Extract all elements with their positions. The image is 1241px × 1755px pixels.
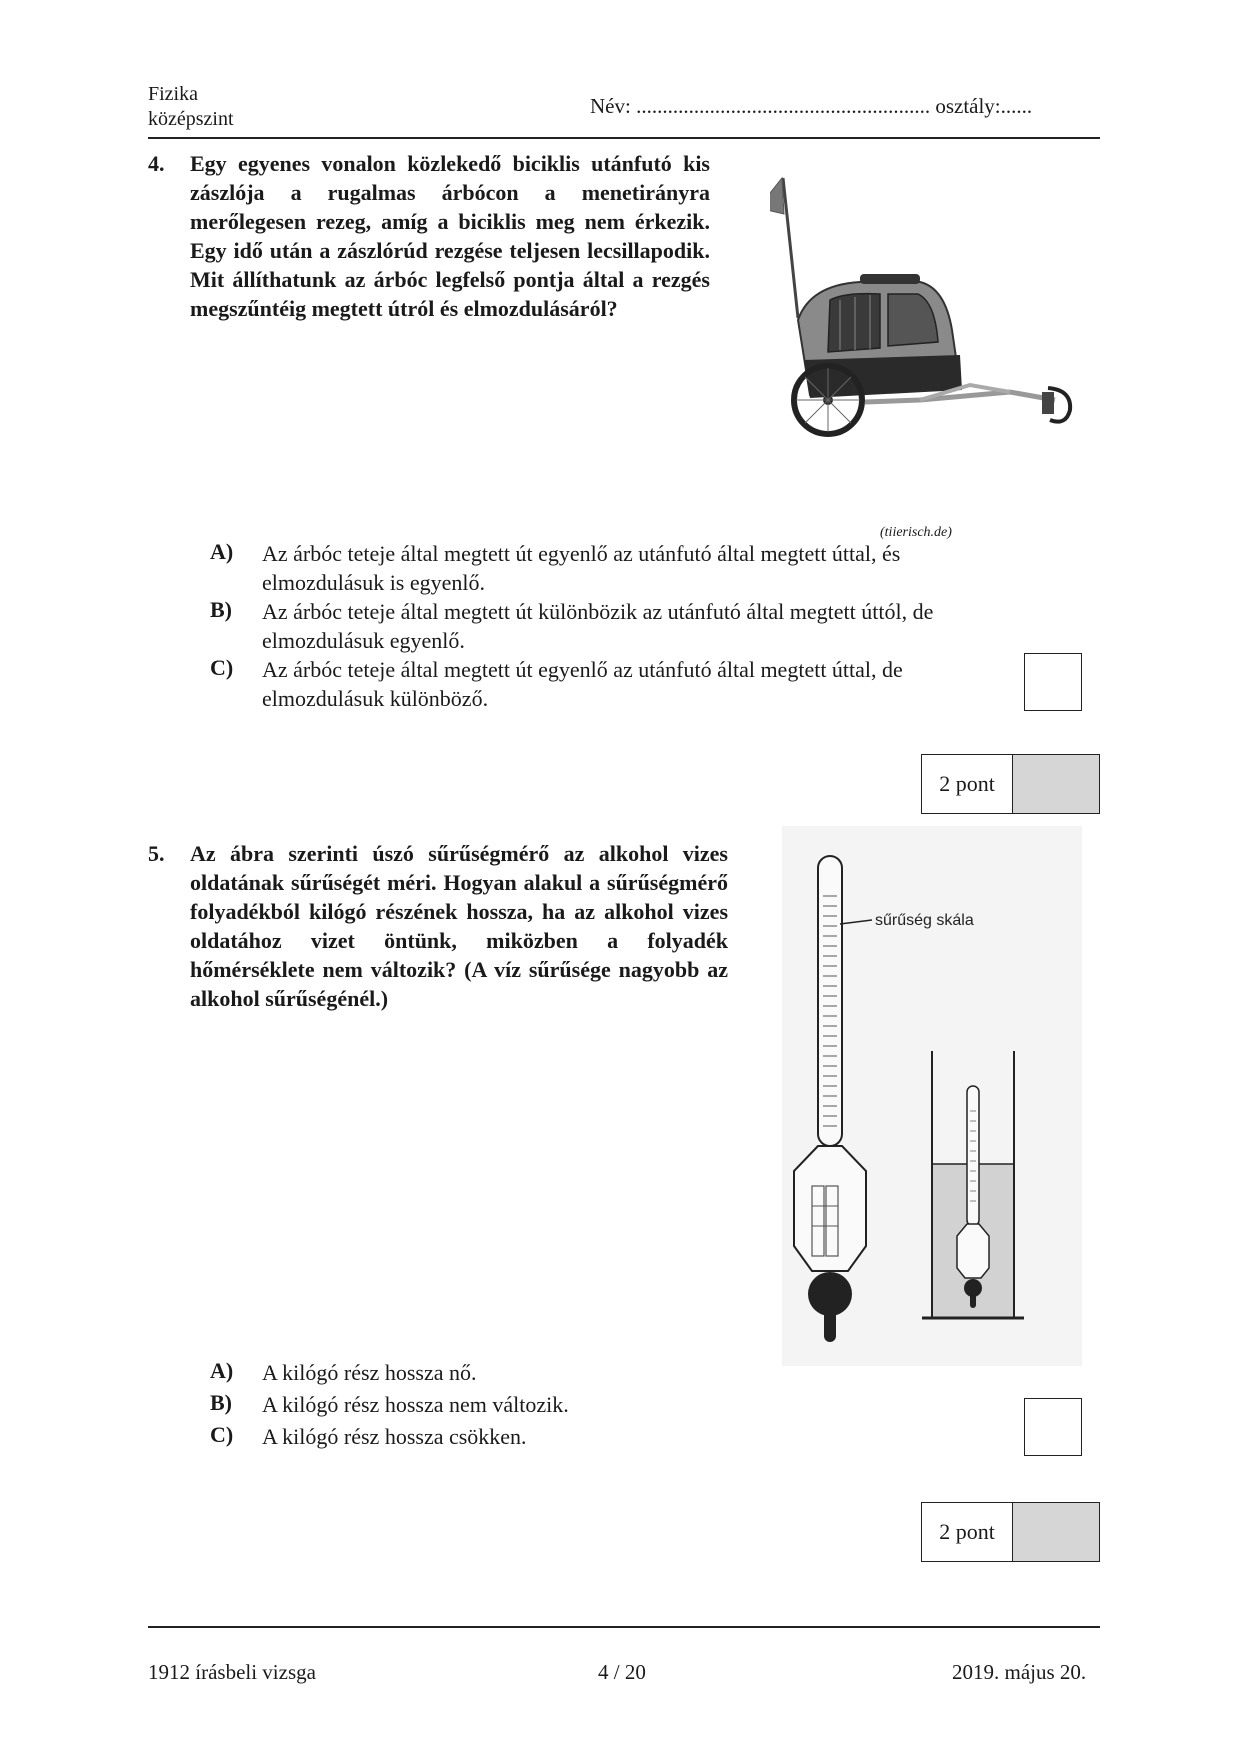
density-scale-label: sűrűség skála [875, 912, 974, 929]
question-5-text: Az ábra szerinti úszó sűrűségmérő az alkohol vizes oldatának sűrűségét méri. Hogyan alakul a sűrűségmérő folyadékból kilógó részének hossza, ha az alkohol vizes oldatához vizet öntünk, miközben a folyadék hőmérséklete nem változik? (A víz sűrűsége nagyobb az alkohol sűrűségénél.) [190, 841, 728, 1011]
name-class-field: Név: ........................................................ osztály:...... [590, 94, 1033, 118]
q4-points-label: 2 pont [922, 755, 1013, 813]
q4-score-box [921, 754, 1100, 814]
q4-option-b-letter: B) [210, 597, 232, 622]
question-5-number: 5. [148, 841, 165, 866]
bike-trailer-image [770, 170, 1090, 480]
subject-level: középszint [148, 108, 234, 130]
question-4-number: 4. [148, 151, 165, 176]
q5-option-a-text: A kilógó rész hossza nő. [262, 1360, 477, 1385]
q5-option-b-letter: B) [210, 1390, 232, 1415]
hydrometer-figure [782, 826, 1082, 1366]
q5-option-c-letter: C) [210, 1422, 234, 1447]
q4-option-c-letter: C) [210, 655, 234, 680]
q5-score-box [921, 1502, 1100, 1562]
header-divider [148, 137, 1100, 139]
q5-option-c-text: A kilógó rész hossza csökken. [262, 1424, 527, 1449]
q4-option-a-letter: A) [210, 539, 234, 564]
q5-option-a-letter: A) [210, 1358, 234, 1383]
q5-points-label: 2 pont [922, 1503, 1013, 1561]
q4-option-b-text: Az árbóc teteje által megtett út különbözik az utánfutó által megtett úttól, de elmozdulásuk egyenlő. [262, 599, 934, 653]
q4-score-field[interactable] [1013, 755, 1099, 813]
q5-option-b-text: A kilógó rész hossza nem változik. [262, 1392, 569, 1417]
image-credit: (tiierisch.de) [880, 525, 952, 540]
subject-title: Fizika [148, 83, 198, 105]
footer-divider [148, 1626, 1100, 1628]
header-subject [148, 82, 234, 132]
q4-option-c-text: Az árbóc teteje által megtett út egyenlő az utánfutó által megtett úttal, de elmozdulásuk különböző. [262, 657, 903, 711]
question-4-text: Egy egyenes vonalon közlekedő biciklis utánfutó kis zászlója a rugalmas árbócon a menetirányra merőlegesen rezeg, amíg a biciklis meg nem érkezik. Egy idő után a zászlórúd rezgése teljesen lecsillapodik. Mit állíthatunk az árbóc legfelső pontja által a rezgés megszűntéig megtett útról és elmozdulásáról? [190, 151, 710, 321]
q5-answer-box[interactable] [1024, 1398, 1082, 1456]
footer-exam: 1912 írásbeli vizsga [148, 1660, 316, 1684]
footer-date: 2019. május 20. [952, 1660, 1087, 1684]
q4-answer-box[interactable] [1024, 653, 1082, 711]
q5-score-field[interactable] [1013, 1503, 1099, 1561]
q4-option-a-text: Az árbóc teteje által megtett út egyenlő az utánfutó által megtett úttal, és elmozdulásuk is egyenlő. [262, 541, 901, 595]
footer-page-number: 4 / 20 [598, 1660, 646, 1684]
